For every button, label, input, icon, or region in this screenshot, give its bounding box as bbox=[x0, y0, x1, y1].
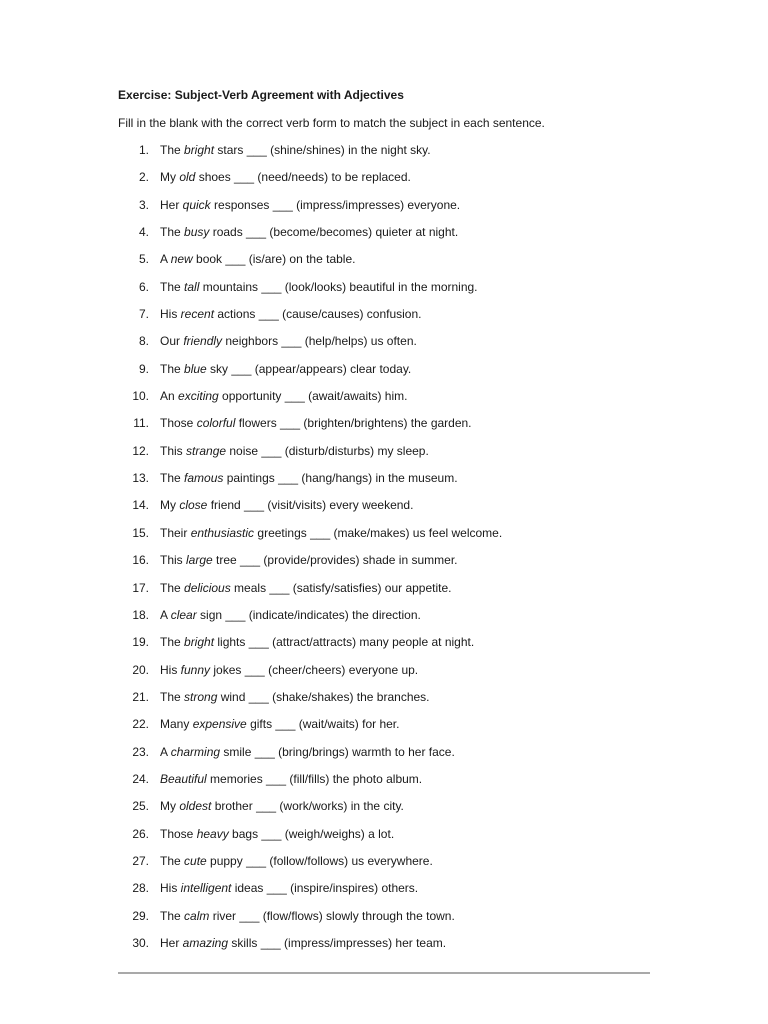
item-number: 28. bbox=[132, 881, 149, 896]
sentence-start: The bbox=[160, 471, 185, 486]
adjective: strange bbox=[186, 443, 227, 458]
adjective: Beautiful bbox=[160, 771, 207, 786]
sentence-rest: mountains ___ (look/looks) beautiful in the morning. bbox=[199, 279, 478, 294]
item-number: 24. bbox=[132, 771, 149, 786]
item-sentence bbox=[160, 881, 418, 895]
adjective: heavy bbox=[196, 826, 229, 841]
sentence-rest: memories ___ (fill/fills) the photo album. bbox=[206, 771, 423, 786]
item-sentence bbox=[160, 307, 421, 321]
item-sentence bbox=[160, 854, 433, 868]
adjective: charming bbox=[170, 744, 221, 759]
item-sentence bbox=[160, 362, 411, 376]
item-number: 4. bbox=[138, 225, 149, 240]
sentence-start: My bbox=[160, 498, 180, 513]
adjective: amazing bbox=[182, 935, 229, 950]
item-number: 1. bbox=[138, 143, 149, 157]
item-sentence bbox=[160, 444, 429, 458]
item-number: 22. bbox=[132, 717, 149, 732]
adjective: strong bbox=[184, 689, 218, 704]
sentence-start: A bbox=[160, 744, 171, 759]
item-sentence bbox=[160, 553, 458, 567]
adjective: intelligent bbox=[180, 881, 232, 896]
item-sentence bbox=[160, 581, 451, 595]
item-number: 19. bbox=[132, 635, 149, 650]
item-number: 26. bbox=[132, 826, 149, 841]
item-sentence bbox=[160, 526, 502, 540]
item-sentence bbox=[160, 936, 446, 950]
sentence-rest: friend ___ (visit/visits) every weekend. bbox=[207, 498, 414, 513]
item-number: 27. bbox=[132, 853, 149, 868]
adjective: busy bbox=[184, 225, 210, 240]
sentence-start: This bbox=[160, 553, 187, 568]
item-sentence bbox=[160, 745, 455, 759]
sentence-start: A bbox=[160, 252, 171, 267]
sentence-rest: opportunity ___ (await/awaits) him. bbox=[218, 389, 408, 404]
item-number: 15. bbox=[132, 525, 149, 540]
sentence-start: The bbox=[160, 225, 185, 240]
item-number: 30. bbox=[132, 935, 149, 950]
sentence-start: His bbox=[160, 881, 181, 896]
item-sentence bbox=[160, 663, 418, 677]
item-sentence bbox=[160, 198, 460, 212]
item-number: 2. bbox=[138, 170, 149, 185]
adjective: expensive bbox=[192, 717, 247, 732]
adjective: cute bbox=[184, 853, 207, 868]
sentence-start: Her bbox=[160, 935, 183, 950]
item-number: 12. bbox=[132, 443, 149, 458]
item-sentence bbox=[160, 690, 430, 704]
sentence-start: The bbox=[160, 143, 185, 157]
item-sentence bbox=[160, 416, 472, 430]
adjective: colorful bbox=[196, 416, 236, 431]
sentence-start: The bbox=[160, 689, 185, 704]
adjective: blue bbox=[184, 361, 207, 376]
sentence-start: The bbox=[160, 853, 185, 868]
item-number: 13. bbox=[132, 471, 149, 486]
adjective: bright bbox=[184, 143, 215, 157]
item-sentence bbox=[160, 608, 421, 622]
sentence-rest: sky ___ (appear/appears) clear today. bbox=[206, 361, 412, 376]
item-number: 5. bbox=[138, 252, 149, 267]
item-number: 7. bbox=[138, 307, 149, 322]
item-sentence bbox=[160, 143, 431, 157]
sentence-start: Those bbox=[160, 826, 197, 841]
adjective: friendly bbox=[183, 334, 223, 349]
adjective: exciting bbox=[178, 389, 219, 404]
sentence-rest: meals ___ (satisfy/satisfies) our appetite. bbox=[230, 580, 452, 595]
adjective: clear bbox=[170, 607, 197, 622]
item-number: 21. bbox=[132, 689, 149, 704]
sentence-rest: roads ___ (become/becomes) quieter at night. bbox=[209, 225, 459, 240]
sentence-rest: shoes ___ (need/needs) to be replaced. bbox=[195, 170, 411, 185]
item-number: 8. bbox=[138, 334, 149, 349]
sentence-rest: sign ___ (indicate/indicates) the direction. bbox=[196, 607, 421, 622]
adjective: enthusiastic bbox=[190, 525, 255, 540]
sentence-start: My bbox=[160, 170, 180, 185]
sentence-start: Many bbox=[160, 717, 193, 732]
sentence-start: The bbox=[160, 908, 185, 923]
item-sentence bbox=[160, 225, 458, 239]
item-number: 29. bbox=[132, 908, 149, 923]
sentence-rest: bags ___ (weigh/weighs) a lot. bbox=[228, 826, 395, 841]
adjective: recent bbox=[180, 307, 215, 322]
item-sentence bbox=[160, 334, 417, 348]
sentence-start: The bbox=[160, 361, 185, 376]
adjective: large bbox=[186, 553, 213, 568]
adjective: funny bbox=[180, 662, 211, 677]
sentence-rest: gifts ___ (wait/waits) for her. bbox=[246, 717, 400, 732]
adjective: new bbox=[170, 252, 193, 267]
sentence-rest: wind ___ (shake/shakes) the branches. bbox=[217, 689, 430, 704]
item-number: 10. bbox=[132, 389, 149, 404]
sentence-rest: puppy ___ (follow/follows) us everywhere. bbox=[206, 853, 433, 868]
adjective: quick bbox=[182, 197, 211, 212]
sentence-rest: flowers ___ (brighten/brightens) the garden. bbox=[235, 416, 472, 431]
item-number: 18. bbox=[132, 607, 149, 622]
sentence-rest: ideas ___ (inspire/inspires) others. bbox=[231, 881, 419, 896]
item-sentence bbox=[160, 471, 458, 485]
sentence-rest: book ___ (is/are) on the table. bbox=[192, 252, 356, 267]
adjective: oldest bbox=[179, 799, 212, 814]
adjective: bright bbox=[184, 635, 215, 650]
sentence-rest: river ___ (flow/flows) slowly through the town. bbox=[209, 908, 455, 923]
sentence-rest: smile ___ (bring/brings) warmth to her face. bbox=[220, 744, 455, 759]
sentence-rest: paintings ___ (hang/hangs) in the museum. bbox=[223, 471, 458, 486]
sentence-rest: lights ___ (attract/attracts) many people at night. bbox=[214, 635, 475, 650]
item-sentence bbox=[160, 909, 455, 923]
sentence-start: This bbox=[160, 443, 187, 458]
sentence-start: His bbox=[160, 307, 181, 322]
adjective: famous bbox=[184, 471, 224, 486]
sentence-rest: jokes ___ (cheer/cheers) everyone up. bbox=[210, 662, 419, 677]
item-sentence bbox=[160, 498, 413, 512]
item-number: 23. bbox=[132, 744, 149, 759]
item-number: 20. bbox=[132, 662, 149, 677]
sentence-start: The bbox=[160, 635, 185, 650]
sentence-rest: greetings ___ (make/makes) us feel welcome. bbox=[254, 525, 503, 540]
item-sentence bbox=[160, 280, 478, 294]
sentence-rest: actions ___ (cause/causes) confusion. bbox=[214, 307, 422, 322]
sentence-rest: noise ___ (disturb/disturbs) my sleep. bbox=[226, 443, 429, 458]
item-sentence bbox=[160, 389, 407, 403]
item-number: 25. bbox=[132, 799, 149, 814]
item-sentence bbox=[160, 635, 474, 649]
item-number: 6. bbox=[138, 279, 149, 294]
adjective: calm bbox=[184, 908, 210, 923]
exercise-title: Exercise: Subject-Verb Agreement with Adjectives bbox=[118, 88, 404, 102]
adjective: delicious bbox=[184, 580, 231, 595]
item-number: 3. bbox=[138, 197, 149, 212]
sentence-start: Their bbox=[160, 525, 191, 540]
adjective: close bbox=[179, 498, 208, 513]
item-sentence bbox=[160, 799, 404, 813]
sentence-rest: neighbors ___ (help/helps) us often. bbox=[222, 334, 417, 349]
item-number: 9. bbox=[138, 361, 149, 376]
sentence-start: His bbox=[160, 662, 181, 677]
item-sentence bbox=[160, 717, 399, 731]
item-sentence bbox=[160, 827, 394, 841]
sentence-rest: tree ___ (provide/provides) shade in summer. bbox=[212, 553, 458, 568]
sentence-start: Our bbox=[160, 334, 184, 349]
sentence-rest: responses ___ (impress/impresses) everyone. bbox=[210, 197, 461, 212]
sentence-rest: skills ___ (impress/impresses) her team. bbox=[228, 935, 447, 950]
sentence-rest: brother ___ (work/works) in the city. bbox=[211, 799, 404, 814]
sentence-start: Her bbox=[160, 197, 183, 212]
item-number: 14. bbox=[132, 498, 149, 513]
sentence-start: An bbox=[160, 389, 179, 404]
sentence-start: Those bbox=[160, 416, 197, 431]
adjective: old bbox=[179, 170, 196, 185]
sentence-start: A bbox=[160, 607, 171, 622]
item-sentence bbox=[160, 252, 355, 266]
item-sentence bbox=[160, 772, 422, 786]
sentence-start: The bbox=[160, 580, 185, 595]
item-number: 17. bbox=[132, 580, 149, 595]
sentence-start: My bbox=[160, 799, 180, 814]
item-number: 11. bbox=[133, 416, 149, 431]
instructions: Fill in the blank with the correct verb form to match the subject in each sentence. bbox=[118, 116, 545, 130]
sentence-rest: stars ___ (shine/shines) in the night sky. bbox=[214, 143, 431, 157]
footer-rule bbox=[118, 972, 650, 974]
item-number: 16. bbox=[132, 553, 149, 568]
item-sentence bbox=[160, 170, 411, 184]
adjective: tall bbox=[184, 279, 200, 294]
sentence-start: The bbox=[160, 279, 185, 294]
